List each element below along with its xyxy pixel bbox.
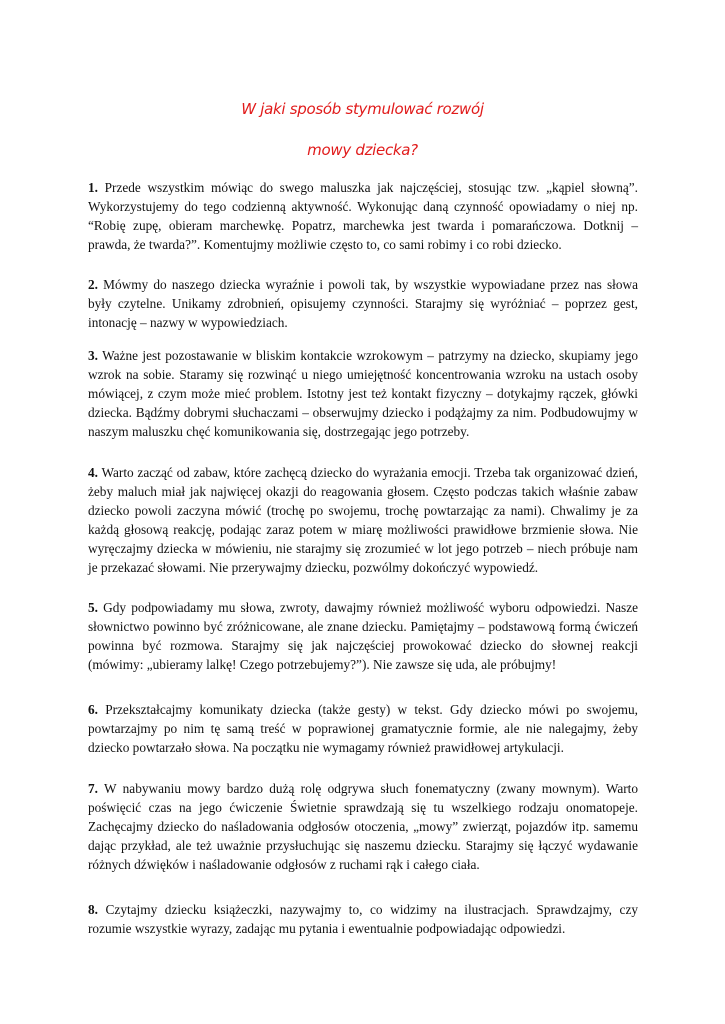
paragraph-8 [88,900,638,938]
paragraph-7 [88,779,638,874]
document-title-line-2: mowy dziecka? [307,141,418,159]
paragraph-text: Mówmy do naszego dziecka wyraźnie i powoli tak, by wszystkie wypowiadane przez nas słowa były czytelne. Unikamy zdrobnień, opisujemy czynności. Starajmy się wyróżniać – poprzez gest, intonację – nazwy w wypowiedziach. [88,277,638,330]
paragraph-number: 8. [88,902,98,917]
paragraph-number: 1. [88,180,98,195]
paragraph-number: 7. [88,781,98,796]
paragraph-text: W nabywaniu mowy bardzo dużą rolę odgrywa słuch fonematyczny (zwany mownym). Warto poświęcić czas na jego ćwiczenie Świetnie sprawdzają się tu wszelkiego rodzaju onomatopeje. Zachęcajmy dziecko do naśladowania odgłosów otoczenia, „mowy” zwierząt, pojazdów itp. samemu dając przykład, ale też uważnie przysłuchując się naszemu dziecku. Starajmy się łączyć wydawanie różnych dźwięków i naśladowanie odgłosów z ruchami rąk i całego ciała. [88,781,638,872]
paragraph-3 [88,346,638,441]
paragraph-text: Gdy podpowiadamy mu słowa, zwroty, dawajmy również możliwość wyboru odpowiedzi. Nasze słownictwo powinno być zróżnicowane, ale znane dziecku. Pamiętajmy – podstawową formą ćwiczeń powinna być rozmowa. Starajmy się jak najczęściej prowokować dziecko do słownej reakcji (mówimy: „ubieramy lalkę! Czego potrzebujemy?”). Nie zawsze się uda, ale próbujmy! [88,600,638,672]
paragraph-2 [88,275,638,332]
paragraph-number: 6. [88,702,98,717]
paragraph-text: Czytajmy dziecku książeczki, nazywajmy to, co widzimy na ilustracjach. Sprawdzajmy, czy rozumie wszystkie wyrazy, zadając mu pytania i ewentualnie podpowiadając odpowiedzi. [88,902,638,936]
paragraph-number: 4. [88,465,98,480]
paragraph-6 [88,700,638,757]
paragraph-1 [88,178,638,254]
paragraph-text: Przekształcajmy komunikaty dziecka (także gesty) w tekst. Gdy dziecko mówi po swojemu, powtarzajmy po nim tę samą treść w poprawionej gramatycznie formie, ale nie nalegajmy, żeby dziecko powtarzało słowa. Na początku nie wymagamy również prawidłowej artykulacji. [88,702,638,755]
paragraph-number: 2. [88,277,98,292]
paragraph-4 [88,463,638,577]
paragraph-number: 3. [88,348,98,363]
paragraph-text: Ważne jest pozostawanie w bliskim kontakcie wzrokowym – patrzymy na dziecko, skupiamy jego wzrok na sobie. Staramy się rozwinąć u niego umiejętność koncentrowania wzroku na ustach osoby mówiącej, z czym może mieć problem. Istotny jest też kontakt fizyczny – dotykajmy rączek, główki dziecka. Bądźmy dobrymi słuchaczami – obserwujmy dziecko i podążajmy za nim. Podbudowujmy w naszym maluszku chęć komunikowania się, dostrzegając jego potrzeby. [88,348,638,439]
document-title-line-1: W jaki sposób stymulować rozwój [241,100,484,118]
paragraph-text: Przede wszystkim mówiąc do swego maluszka jak najczęściej, stosując tzw. „kąpiel słowną”. Wykorzystujemy do tego codzienną aktywność. Wykonując daną czynność opowiadamy o niej np. “Robię zupę, obieram marchewkę. Popatrz, marchewka jest twarda i pomarańczowa. Dotknij – prawda, że twarda?”. Komentujmy możliwie często to, co sami robimy i co robi dziecko. [88,180,639,252]
paragraph-number: 5. [88,600,98,615]
paragraph-5 [88,598,638,674]
paragraph-text: Warto zacząć od zabaw, które zachęcą dziecko do wyrażania emocji. Trzeba tak organizować dzień, żeby maluch miał jak najwięcej okazji do reagowania głosem. Często podczas takich właśnie zabaw dziecko powoli zaczyna mówić (trochę po swojemu, trochę powtarzając za nami). Chwalimy je za każdą głosową reakcję, podając zaraz potem w miarę możliwości prawidłowe brzmienie słowa. Nie wyręczajmy dziecka w mówieniu, nie starajmy się zrozumieć w lot jego potrzeb – niech próbuje nam je przekazać słowami. Nie przerywajmy dziecku, pozwólmy dokończyć wypowiedź. [88,465,638,575]
